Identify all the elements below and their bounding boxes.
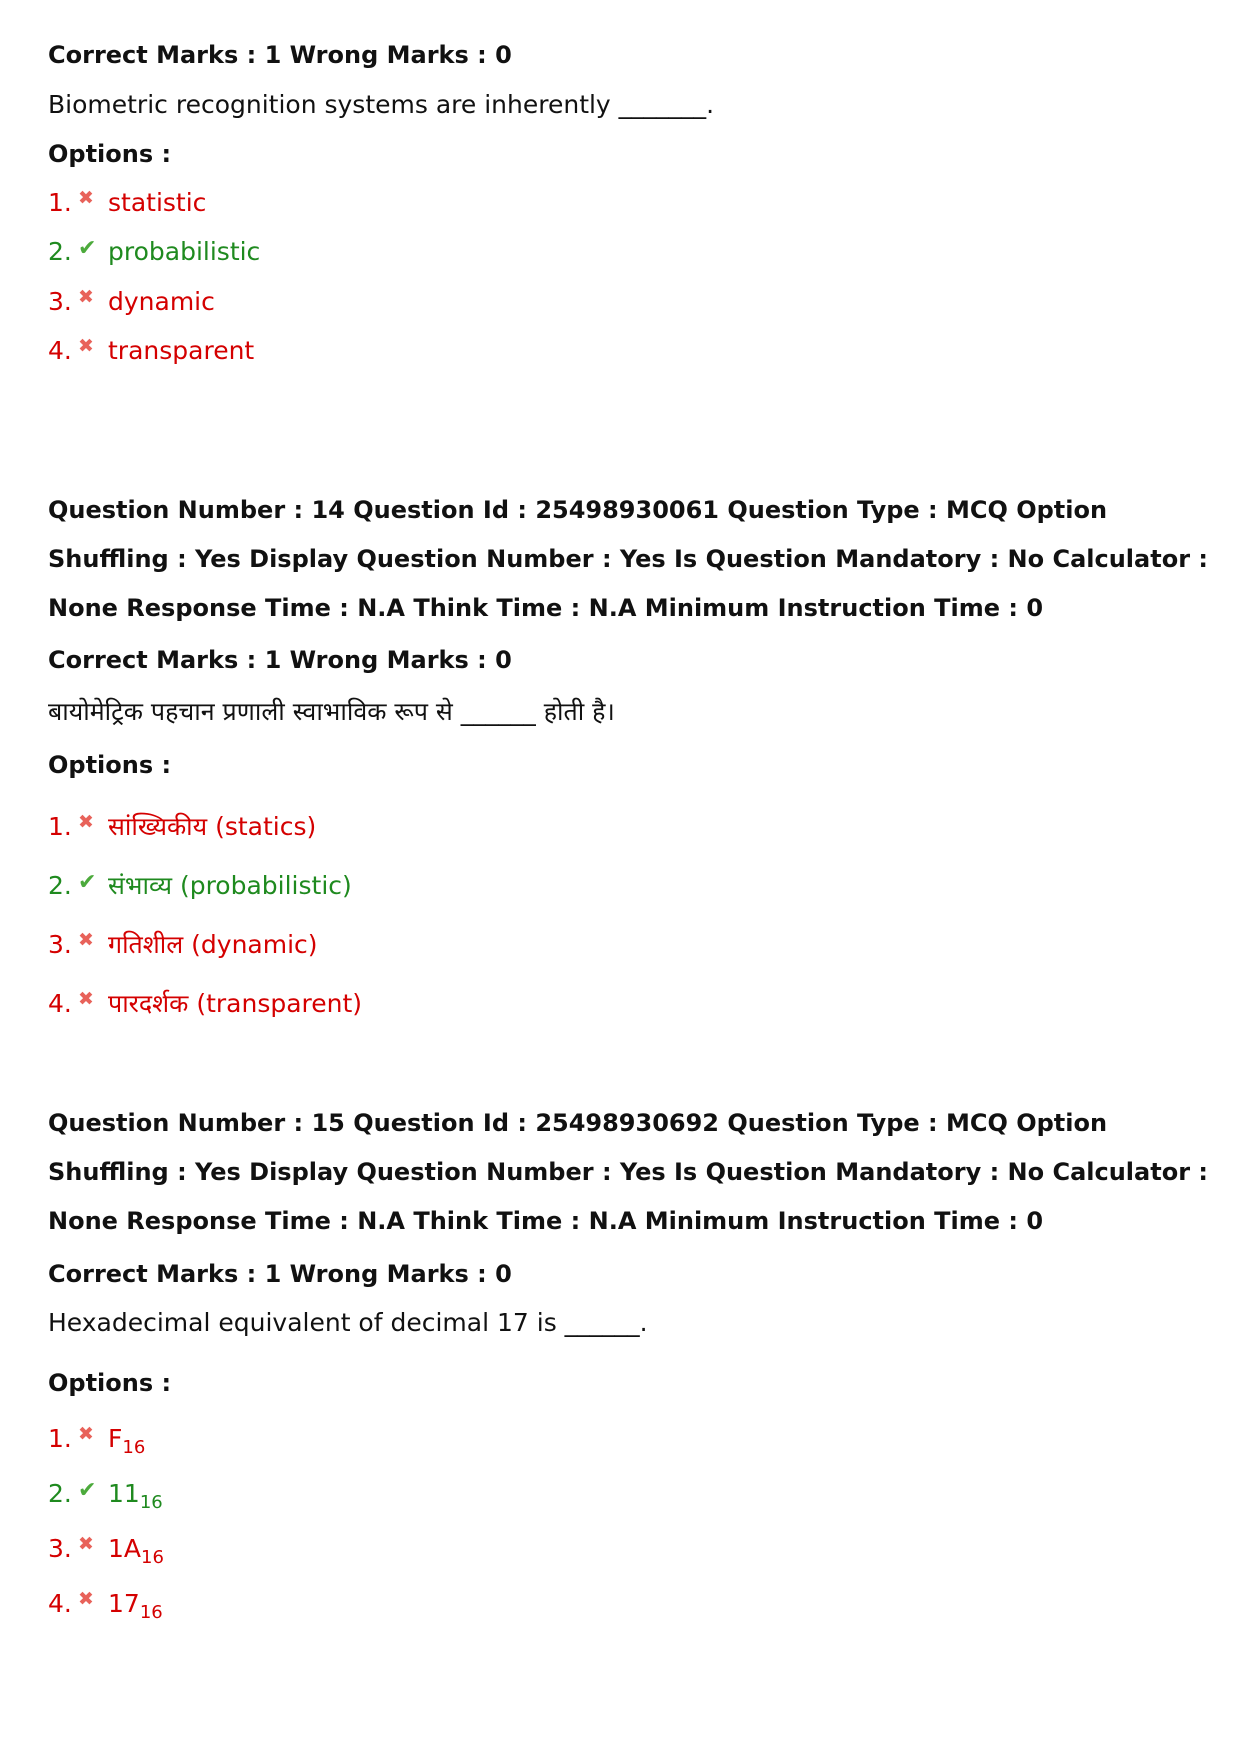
option-text: संभाव्य (probabilistic) xyxy=(108,871,352,900)
q13-marks: Correct Marks : 1 Wrong Marks : 0 xyxy=(48,41,512,69)
option-number: 1. xyxy=(48,812,72,841)
option-number: 2. xyxy=(48,871,72,900)
q13-option-2 xyxy=(48,237,260,266)
q13-options-label: Options : xyxy=(48,140,172,168)
cross-icon: ✖ xyxy=(78,187,94,209)
option-text: गतिशील (dynamic) xyxy=(108,930,318,959)
q14-option-1 xyxy=(48,809,316,843)
q14-meta: Question Number : 14 Question Id : 25498930061 Question Type : MCQ Option Shuffling : Yes Display Question Number : Yes Is Question Mandatory : No Calculator : None Response Time : N.A Think Time : N.A Minimum Instruction Time : 0 xyxy=(48,496,1208,622)
option-number: 3. xyxy=(48,287,72,316)
q14-options-label: Options : xyxy=(48,751,172,779)
q14-question-text: बायोमेट्रिक पहचान प्रणाली स्वाभाविक रूप से ______ होती है। xyxy=(48,697,615,726)
option-number: 1. xyxy=(48,1424,72,1453)
option-text: dynamic xyxy=(108,287,215,316)
option-subscript: 16 xyxy=(139,1602,163,1623)
check-icon: ✔ xyxy=(78,236,97,261)
option-number: 2. xyxy=(48,237,72,266)
option-number: 4. xyxy=(48,336,72,365)
q13-option-3 xyxy=(48,287,215,316)
q13-question-text: Biometric recognition systems are inherently _______. xyxy=(48,90,715,119)
cross-icon: ✖ xyxy=(78,335,94,357)
option-number: 4. xyxy=(48,1589,72,1618)
option-text: statistic xyxy=(108,188,207,217)
cross-icon: ✖ xyxy=(78,1588,94,1610)
cross-icon: ✖ xyxy=(78,929,94,951)
option-text: probabilistic xyxy=(108,237,261,266)
q14-marks: Correct Marks : 1 Wrong Marks : 0 xyxy=(48,646,512,674)
option-text: पारदर्शक (transparent) xyxy=(108,989,363,1018)
option-base: 1A xyxy=(108,1534,142,1563)
option-number: 2. xyxy=(48,1479,72,1508)
q15-question-text: Hexadecimal equivalent of decimal 17 is ______. xyxy=(48,1308,648,1337)
cross-icon: ✖ xyxy=(78,988,94,1010)
check-icon: ✔ xyxy=(78,1478,97,1503)
option-subscript: 16 xyxy=(141,1547,164,1568)
q13-option-4 xyxy=(48,336,254,365)
option-number: 3. xyxy=(48,1534,72,1563)
option-subscript: 16 xyxy=(122,1437,146,1458)
option-base: 11 xyxy=(108,1479,140,1508)
q15-option-4 xyxy=(48,1589,163,1623)
q14-option-4 xyxy=(48,986,362,1020)
option-base: F xyxy=(108,1424,123,1453)
option-text: सांख्यिकीय (statics) xyxy=(108,812,317,841)
q14-option-3 xyxy=(48,927,318,961)
q15-option-1 xyxy=(48,1424,145,1458)
q14-option-2 xyxy=(48,868,352,902)
q15-meta: Question Number : 15 Question Id : 25498930692 Question Type : MCQ Option Shuffling : Yes Display Question Number : Yes Is Question Mandatory : No Calculator : None Response Time : N.A Think Time : N.A Minimum Instruction Time : 0 xyxy=(48,1109,1208,1235)
option-base: 17 xyxy=(108,1589,140,1618)
cross-icon: ✖ xyxy=(78,1533,94,1555)
option-text: transparent xyxy=(108,336,255,365)
q15-options-label: Options : xyxy=(48,1369,172,1397)
check-icon: ✔ xyxy=(78,870,97,895)
cross-icon: ✖ xyxy=(78,286,94,308)
option-number: 4. xyxy=(48,989,72,1018)
q15-marks: Correct Marks : 1 Wrong Marks : 0 xyxy=(48,1260,512,1288)
q15-option-2 xyxy=(48,1479,163,1513)
option-subscript: 16 xyxy=(139,1492,163,1513)
cross-icon: ✖ xyxy=(78,1423,94,1445)
option-number: 1. xyxy=(48,188,72,217)
option-number: 3. xyxy=(48,930,72,959)
q15-option-3 xyxy=(48,1534,164,1568)
cross-icon: ✖ xyxy=(78,811,94,833)
q13-option-1 xyxy=(48,188,206,217)
